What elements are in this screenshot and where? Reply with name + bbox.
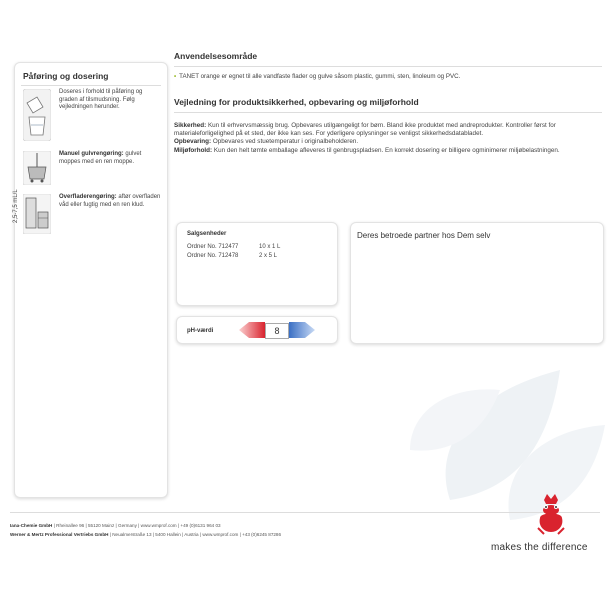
storage-body: Opbevares ved stuetemperatur i originalbeholderen. <box>211 138 359 146</box>
footer-company-1: Iana-Chemie GmbH <box>10 523 53 528</box>
sales-row <box>187 253 278 259</box>
step-floor-title: Manuel gulvrengøring: <box>59 151 124 157</box>
storage-label: Opbevaring: <box>174 138 212 146</box>
leaf-watermark <box>390 330 610 530</box>
application-divider <box>174 66 602 67</box>
bullet-icon: • <box>174 73 177 80</box>
step-surface-title: Overfladerengøring: <box>59 194 117 200</box>
mop-bucket-icon <box>23 151 51 185</box>
step-surface-body: aftør overfladen våd eller fugtig med en ren klud. <box>59 194 161 208</box>
panel-title: Påføring og dosering <box>23 71 109 81</box>
ph-box <box>176 316 338 344</box>
pack-size: 2 x 5 L <box>259 253 278 259</box>
footer-line-1 <box>10 523 221 528</box>
footer-divider <box>10 512 600 513</box>
ph-label: pH-værdi <box>187 328 214 334</box>
order-number: Ordner No. 712478 <box>187 253 239 259</box>
ph-value: 8 <box>265 323 289 339</box>
environment-body: Kun den helt tømte emballage afleveres til genbrugspladsen. En korrekt dosering er billigere ogminimerer miljøbelastningen. <box>212 146 560 154</box>
step-dosing-body: Doseres i forhold til påføring og graden af tilsmudsning. Følg vejledningen herunder. <box>59 89 143 111</box>
frog-logo-icon <box>534 494 568 536</box>
environment-label: Miljøforhold: <box>174 146 213 154</box>
sales-units-title: Salgsenheder <box>187 231 227 237</box>
footer-line-2 <box>10 532 281 537</box>
safety-divider <box>174 112 602 113</box>
partner-box <box>350 222 604 344</box>
surface-cleaning-icon <box>23 194 51 234</box>
pack-size: 10 x 1 L <box>259 244 281 250</box>
step-surface-text <box>59 194 161 209</box>
partner-text: Deres betroede partner hos Dem selv <box>357 231 491 240</box>
application-title: Anvendelsesområde <box>174 51 258 61</box>
step-dosing-text <box>59 89 161 112</box>
safety-text <box>174 122 594 155</box>
application-bullet <box>174 73 460 80</box>
panel-divider <box>21 85 161 86</box>
step-floor-text <box>59 151 161 166</box>
safety-title: Vejledning for produktsikkerhed, opbevaring og miljøforhold <box>174 97 419 107</box>
application-text: TANET orange er egnet til alle vandfaste flader og gulve såsom plastic, gummi, sten, linoleum og PVC. <box>179 73 461 80</box>
safety-body: Kun til erhvervsmæssig brug. Opbevares utilgængeligt for børn. Bland ikke produktet med andreprodukter. Kontroller først for materialeforligelighed på et sted, der ikke kan ses. For yderligere oplysninger se venligst sikkerhedsdatabladet. <box>174 122 556 138</box>
footer-address-2: | Neualmerstraße 13 | 5400 Hallein | Austria | www.wmprof.com | +43 (0)6245 87286 <box>108 532 282 537</box>
sales-units-box <box>176 222 338 306</box>
safety-label: Sikkerhed: <box>174 122 207 129</box>
sales-row <box>187 244 281 250</box>
footer-address-1: | Rheinallee 96 | 55120 Mainz | Germany | www.wmprof.com | +49 (0)6131 964 03 <box>52 523 221 528</box>
order-number: Ordner No. 712477 <box>187 244 239 250</box>
dosage-label: 2,5-7,5 mL/L <box>13 189 19 223</box>
step-floor-body: gulvet moppes med en ren moppe. <box>59 151 142 165</box>
tagline: makes the difference <box>491 542 588 553</box>
measuring-cup-icon <box>23 89 51 141</box>
footer-company-2: Werner & Mertz Professional Vertriebs GmbH <box>10 532 109 537</box>
application-dosage-panel <box>14 62 168 498</box>
